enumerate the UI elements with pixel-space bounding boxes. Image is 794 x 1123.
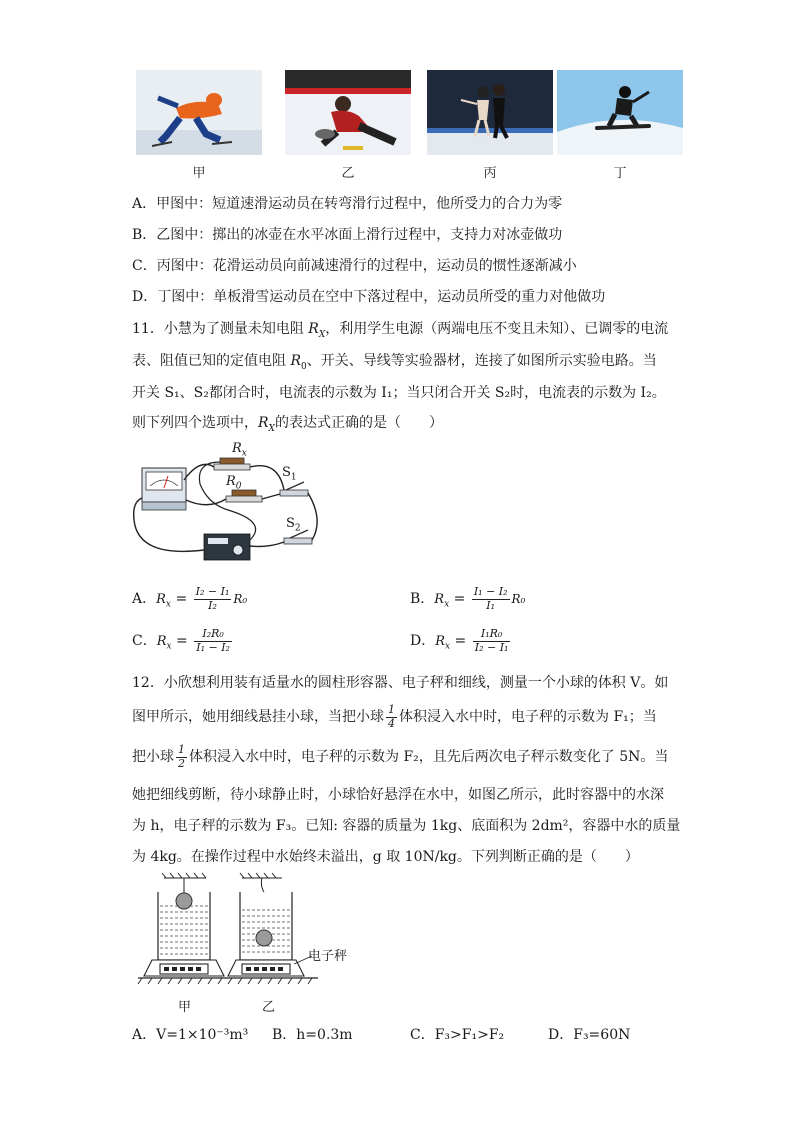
q12-option-c: C．F₃>F₁>F₂: [410, 1027, 505, 1043]
photo-figure-skaters: [427, 70, 553, 155]
figure-skaters-image: [427, 70, 553, 155]
q10-option-a: A．甲图中：短道速滑运动员在转弯滑行过程中，他所受力的合力为零: [132, 196, 563, 212]
caption-yi: 乙: [341, 166, 355, 181]
q12-line-5: 为 h，电子秤的示数为 F₃。已知: 容器的质量为 1kg、底面积为 2dm²，容器中水的质量: [132, 818, 681, 834]
q12-line-4: 她把细线剪断，待小球静止时，小球恰好悬浮在水中，如图乙所示，此时容器中的水深: [132, 787, 664, 803]
q12-option-a: A．V=1×10⁻³m³: [132, 1027, 249, 1043]
photo-curler: [285, 70, 411, 155]
scale-image: [136, 872, 326, 998]
circuit-image: [128, 440, 328, 570]
caption-ding: 丁: [613, 166, 627, 181]
q12-option-d: D．F₃=60N: [548, 1027, 631, 1043]
q11-option-c: C．$R_x$ = $\frac{\text{I₂R₀}}{\text{I₁ − I₂}}$: [132, 627, 230, 654]
q11-line-3: 开关 S₁、S₂都闭合时，电流表的示数为 I₁；当只闭合开关 S₂时，电流表的示数为 I₂。: [132, 385, 666, 401]
scale-figure: [136, 872, 326, 998]
speed-skater-image: [136, 70, 262, 155]
q11-line-4: 则下列四个选项中，$R_X$的表达式正确的是（ ）: [132, 415, 443, 434]
caption-bing: 丙: [483, 166, 497, 181]
q11-option-a: A．$R_x$ = $\frac{\text{I₂ − I₁}}{\text{I₂}}$ R₀: [132, 585, 248, 612]
q12-line-1: 12．小欣想利用装有适量水的圆柱形容器、电子秤和细线，测量一个小球的体积 V。如: [132, 675, 669, 691]
label-scale: 电子秤: [308, 949, 348, 964]
photo-speed-skater: [136, 70, 262, 155]
q12-line-3: 把小球 $\frac{1}{2}$ 体积浸入水中时，电子秤的示数为 F₂，且先后两次电子秤示数变化了 5N。当: [132, 743, 669, 770]
caption-jia: 甲: [192, 166, 206, 181]
label-rx: $R_x$: [232, 441, 247, 459]
q11-line-1: 11．小慧为了测量未知电阻 $R_X$，利用学生电源（两端电压不变且未知）、已调零的电流: [132, 321, 669, 340]
label-fig-jia: 甲: [178, 1000, 192, 1015]
q11-option-d: D．$R_x$ = $\frac{\text{I₁R₀}}{\text{I₂ − I₁}}$: [410, 627, 509, 654]
q10-option-c: C．丙图中：花滑运动员向前减速滑行的过程中，运动员的惯性逐渐减小: [132, 258, 577, 274]
photo-snowboarder: [557, 70, 683, 155]
label-r0: $R_0$: [226, 474, 242, 492]
snowboarder-image: [557, 70, 683, 155]
label-s1: $S_1$: [282, 465, 297, 483]
q11-option-b: B．$R_x$ = $\frac{\text{I₁ − I₂}}{\text{I₁}}$ R₀: [410, 585, 526, 612]
label-fig-yi: 乙: [262, 1000, 276, 1015]
q12-line-2: 图甲所示，她用细线悬挂小球，当把小球 $\frac{1}{4}$ 体积浸入水中时，电子秤的示数为 F₁；当: [132, 703, 657, 730]
q11-line-2: 表、阻值已知的定值电阻 $R_0$、开关、导线等实验器材，连接了如图所示实验电路。当: [132, 353, 657, 372]
label-s2: $S_2$: [286, 516, 301, 534]
q12-option-b: B．h=0.3m: [272, 1027, 353, 1043]
circuit-diagram: [128, 440, 328, 570]
curler-image: [285, 70, 411, 155]
q10-option-b: B．乙图中：掷出的冰壶在水平冰面上滑行过程中，支持力对冰壶做功: [132, 227, 563, 243]
q12-line-6: 为 4kg。在操作过程中水始终未溢出，g 取 10N/kg。下列判断正确的是（ ）: [132, 849, 639, 865]
q10-option-d: D．丁图中：单板滑雪运动员在空中下落过程中，运动员所受的重力对他做功: [132, 289, 606, 305]
